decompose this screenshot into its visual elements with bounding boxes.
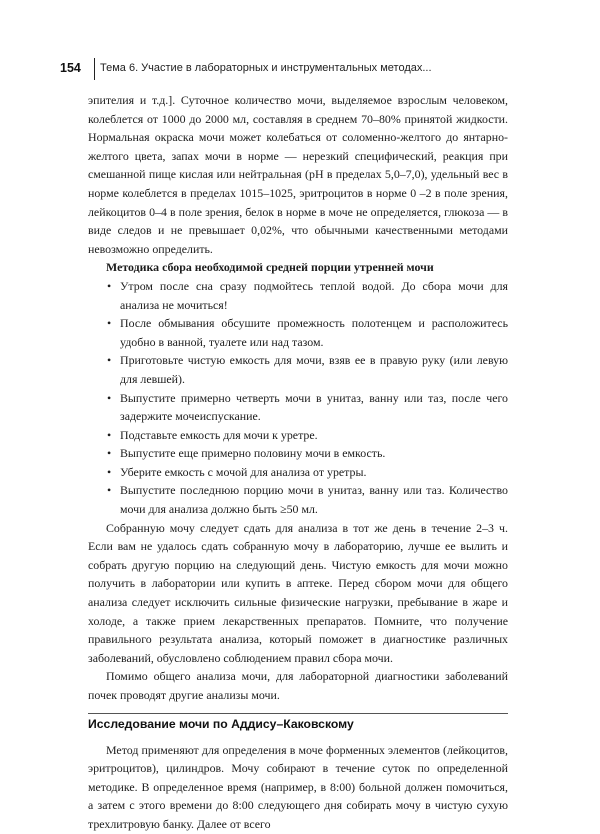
- section-rule: [88, 713, 508, 714]
- list-item-text: После обмывания обсушите промежность полотенцем и расположитесь удобно в ванной, туалете или над тазом.: [120, 316, 508, 349]
- bullet-icon: •: [107, 353, 112, 368]
- bullet-icon: •: [107, 446, 112, 461]
- list-item-text: Выпустите последнюю порцию мочи в унитаз, ванну или таз. Количество мочи для анализа должно быть ≥50 мл.: [120, 483, 508, 517]
- bullet-icon: •: [107, 483, 112, 498]
- list-item-text: Подставьте емкость для мочи к уретре.: [120, 427, 318, 442]
- bullet-icon: •: [107, 278, 112, 293]
- bullet-icon: •: [107, 427, 112, 442]
- list-item-text: Приготовьте чистую емкость для мочи, взяв ее в правую руку (или левую для левшей).: [120, 353, 508, 386]
- page-number: 154: [60, 61, 81, 75]
- list-item: [88, 426, 508, 445]
- list-item: [88, 481, 508, 518]
- header-divider: [94, 58, 95, 80]
- storage-paragraph: Собранную мочу следует сдать для анализа в тот же день в течение 2–3 ч. Если вам не удалось сдать собранную мочу в лабораторию, лучше ее вылить и собрать другую порцию на следующий день. Чистую емкость для мочи можно получить в лаборатории или купить в аптеке. Перед сбором мочи для общего анализа следует исключить сильные физические нагрузки, пребывание в жаре и холоде, а также прием лекарственных препаратов. Помните, что получение правильного результата анализа, который поможет в диагностике различных заболеваний, обусловлено соблюдением правил сбора мочи.: [88, 520, 508, 665]
- running-header: [60, 58, 540, 80]
- list-item-text: Утром после сна сразу подмойтесь теплой водой. До сбора мочи для анализа не мочиться!: [120, 278, 508, 312]
- section-heading: Исследование мочи по Аддису–Каковскому: [88, 716, 354, 731]
- section-paragraph: Метод применяют для определения в моче форменных элементов (лейкоцитов, эритроцитов), цилиндров. Мочу собирают в течение суток по определенной методике. В определенное время (например, в 8:00) больной должен помочиться, а затем с этого времени до 8:00 следующего дня собирать мочу в чистую сухую трехлитровую банку. Далее от всего: [88, 742, 508, 831]
- bullet-icon: •: [107, 390, 112, 405]
- list-item-text: Выпустите еще примерно половину мочи в емкость.: [120, 446, 386, 461]
- bullet-icon: •: [107, 316, 112, 331]
- list-item: [88, 463, 508, 482]
- list-item: [88, 351, 508, 388]
- intro-paragraph: эпителия и т.д.]. Суточное количество мочи, выделяемое взрослым человеком, колеблется от 1000 до 2000 мл, составляя в среднем 70–80% принятой жидкости. Нормальная окраска мочи может колебаться от соломенно-желтого до янтарно-желтого цвета, запах мочи в норме — нерезкий специфический, реакция при смешанной пище кислая или нейтральная (pH в пределах 5,0–7,0), удельный вес в норме колеблется в пределах 1015–1025, эритроцитов в норме 0 –2 в поле зрения, лейкоцитов 0–4 в поле зрения, белок в норме в моче не определяется, глюкоза — в виде следов и не превышает 0,02%, что обычными качественными методами невозможно определить.: [88, 93, 508, 256]
- list-item-text: Выпустите примерно четверть мочи в унитаз, ванну или таз, после чего задержите мочеиспускание.: [120, 390, 508, 424]
- list-item: [88, 277, 508, 314]
- method-heading: Методика сбора необходимой средней порции утренней мочи: [106, 260, 434, 275]
- list-item: [88, 389, 508, 426]
- bullet-icon: •: [107, 464, 112, 479]
- chapter-title: Тема 6. Участие в лабораторных и инструментальных методах...: [100, 62, 432, 74]
- list-item: [88, 444, 508, 463]
- list-item-text: Уберите емкость с мочой для анализа от уретры.: [120, 464, 367, 479]
- other-tests-paragraph: Помимо общего анализа мочи, для лабораторной диагностики заболеваний почек проводят другие анализы мочи.: [88, 669, 508, 702]
- collection-steps-list: [88, 277, 508, 519]
- page-body: [88, 91, 508, 834]
- list-item: [88, 314, 508, 351]
- section-heading-block: [88, 713, 508, 735]
